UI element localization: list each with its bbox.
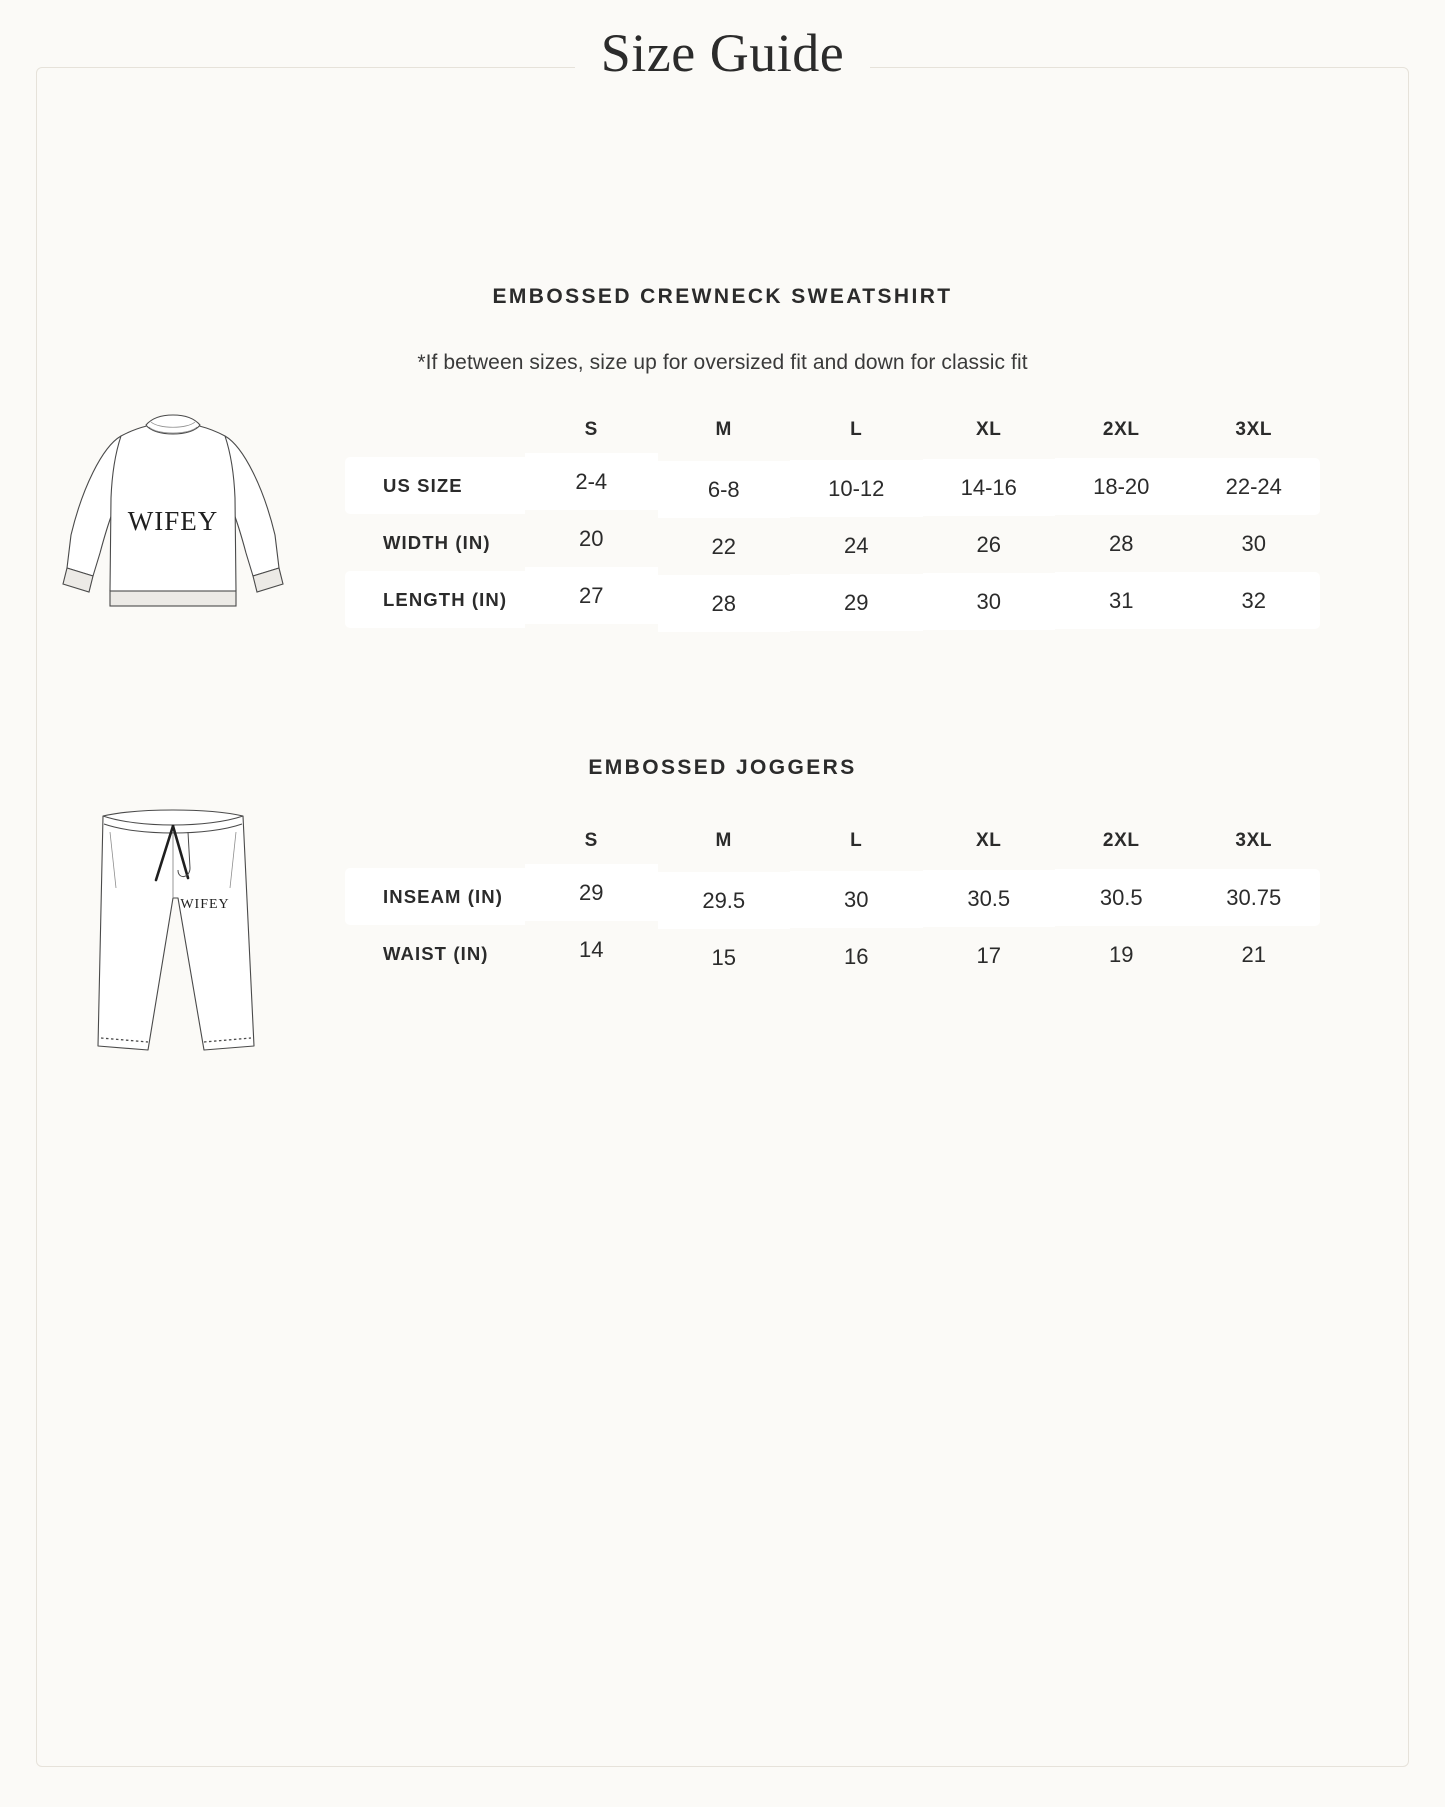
joggers-icon	[78, 802, 268, 1067]
cell-waist-s: 14	[579, 936, 604, 962]
cell-inseam-xl: 30.5	[923, 870, 1056, 927]
column-header-3xl: 3XL	[1235, 830, 1273, 851]
joggers-table-container	[345, 814, 1445, 982]
cell-width-3xl: 30	[1241, 530, 1266, 556]
crewneck-sweatshirt-icon	[58, 403, 288, 633]
sweatshirt-table-body	[345, 457, 1320, 628]
joggers-size-table	[345, 814, 1320, 982]
cell-width-m: 22	[711, 533, 736, 559]
sweatshirt-size-table	[345, 403, 1320, 628]
column-header-l: L	[850, 419, 863, 440]
column-header-3xl: 3XL	[1235, 419, 1273, 440]
cell-us-size-s: 2-4	[525, 453, 658, 510]
column-header-m: M	[715, 830, 732, 851]
cell-length-l: 29	[790, 574, 923, 631]
cell-width-s: 20	[579, 525, 604, 551]
cell-waist-2xl: 19	[1109, 941, 1134, 967]
column-header-label	[345, 403, 525, 457]
column-header-2xl: 2XL	[1102, 830, 1140, 851]
cell-length-m: 28	[658, 575, 791, 632]
cell-width-2xl: 28	[1109, 530, 1134, 556]
table-header-row	[345, 403, 1320, 457]
cell-us-size-2xl: 18-20	[1055, 458, 1188, 515]
cell-inseam-l: 30	[790, 871, 923, 928]
table-row	[345, 514, 1320, 571]
column-header-xl: XL	[976, 830, 1002, 851]
row-label-width: WIDTH (IN)	[383, 531, 491, 553]
column-header-xl: XL	[976, 419, 1002, 440]
section-note-sweatshirt: *If between sizes, size up for oversized fit and down for classic fit	[417, 351, 1028, 374]
column-header-m: M	[715, 419, 732, 440]
cell-us-size-xl: 14-16	[923, 459, 1056, 516]
table-row	[345, 925, 1320, 982]
table-row	[345, 571, 1320, 628]
row-label-waist: WAIST (IN)	[383, 942, 489, 964]
cell-width-l: 24	[844, 532, 869, 558]
cell-waist-xl: 17	[976, 942, 1001, 968]
row-label-us-size: US SIZE	[345, 457, 525, 514]
section-title-sweatshirt: EMBOSSED CREWNECK SWEATSHIRT	[492, 285, 953, 308]
joggers-graphic-text: WIFEY	[179, 897, 230, 912]
sweatshirt-table-head	[345, 403, 1320, 457]
cell-inseam-m: 29.5	[658, 872, 791, 929]
joggers-table-head	[345, 814, 1320, 868]
joggers-illustration-container	[0, 814, 345, 1067]
column-header-s: S	[584, 830, 598, 851]
column-header-s: S	[584, 419, 598, 440]
table-row	[345, 457, 1320, 514]
sweatshirt-illustration-container	[0, 403, 345, 633]
cell-inseam-3xl: 30.75	[1188, 869, 1321, 926]
cell-waist-3xl: 21	[1241, 941, 1266, 967]
cell-us-size-3xl: 22-24	[1188, 458, 1321, 515]
section-title-joggers: EMBOSSED JOGGERS	[588, 756, 857, 779]
section-body-joggers	[0, 814, 1445, 1067]
section-joggers	[0, 756, 1445, 1067]
cell-width-xl: 26	[976, 531, 1001, 557]
cell-length-xl: 30	[923, 573, 1056, 630]
column-header-label	[345, 814, 525, 868]
section-body-sweatshirt	[0, 403, 1445, 633]
table-header-row	[345, 814, 1320, 868]
cell-us-size-m: 6-8	[658, 461, 791, 518]
sweatshirt-graphic-text: WIFEY	[127, 506, 218, 536]
cell-length-3xl: 32	[1188, 572, 1321, 629]
cell-waist-l: 16	[844, 943, 869, 969]
sweatshirt-table-container	[345, 403, 1445, 628]
column-header-l: L	[850, 830, 863, 851]
cell-length-s: 27	[525, 567, 658, 624]
column-header-2xl: 2XL	[1102, 419, 1140, 440]
table-row	[345, 868, 1320, 925]
cell-inseam-2xl: 30.5	[1055, 869, 1188, 926]
row-label-length: LENGTH (IN)	[345, 571, 525, 628]
joggers-table-body	[345, 868, 1320, 982]
cell-inseam-s: 29	[525, 864, 658, 921]
cell-length-2xl: 31	[1055, 572, 1188, 629]
cell-us-size-l: 10-12	[790, 460, 923, 517]
cell-waist-m: 15	[711, 944, 736, 970]
row-label-inseam: INSEAM (IN)	[345, 868, 525, 925]
section-sweatshirt	[0, 285, 1445, 633]
page-title: Size Guide	[575, 22, 870, 84]
